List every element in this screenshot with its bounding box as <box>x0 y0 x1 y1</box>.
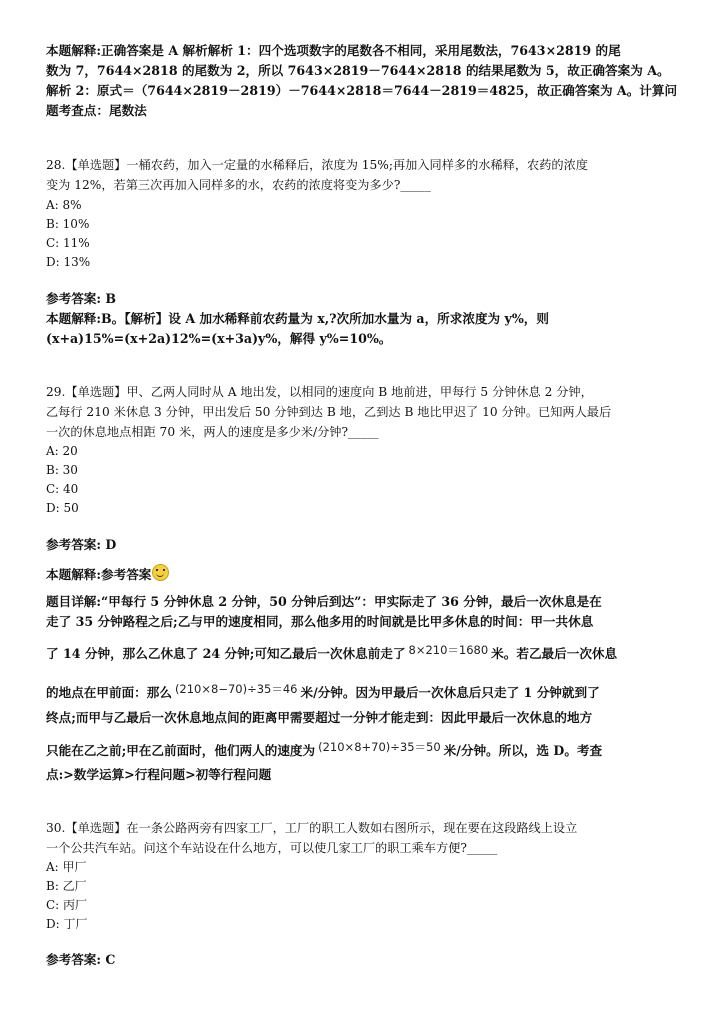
q30-stem-line-2: 一个公共汽车站。问这个车站设在什么地方，可以使几家工厂的职工乘车方便?_____ <box>46 841 498 855</box>
q29-detail-line-5: 终点;而甲与乙最后一次休息地点间的距离甲需要超过一分钟才能走到：因此甲最后一次休息的地方 <box>46 710 593 725</box>
q29-detail-line-3-end: 米。若乙最后一次休息 <box>491 646 618 661</box>
q29-stem-line-1: 29.【单选题】甲、乙两人同时从 A 地出发，以相同的速度向 B 地前进，甲每行 5 分钟休息 2 分钟， <box>46 385 593 399</box>
smiley-face-icon <box>152 564 169 581</box>
q29-detail-line-6-start: 只能在乙之前;甲在乙前面时，他们两人的速度为 <box>46 743 316 758</box>
q29-detail-line-3-start: 了 14 分钟，那么乙休息了 24 分钟;可知乙最后一次休息前走了 <box>46 646 406 661</box>
q29-detail-line-3 <box>46 641 617 663</box>
q29-formula-1: 8×210＝1680 <box>408 643 489 657</box>
q29-option-c: C: 40 <box>46 482 79 496</box>
q28-option-c: C: 11% <box>46 236 90 250</box>
q30-answer: 参考答案: C <box>46 952 116 967</box>
q29-detail-line-4-end: 米/分钟。因为甲最后一次休息后只走了 1 分钟就到了 <box>300 685 600 700</box>
q27-explanation-line-3: 解析 2：原式＝（7644×2819－2819）－7644×2818＝7644－2819＝4825，故正确答案为 A。计算问 <box>46 83 678 98</box>
q29-stem-line-3: 一次的休息地点相距 70 米，两人的速度是多少米/分钟?_____ <box>46 425 379 439</box>
q29-stem-line-2: 乙每行 210 米休息 3 分钟，甲出发后 50 分钟到达 B 地，乙到达 B 地比甲迟了 10 分钟。已知两人最后 <box>46 405 612 419</box>
q29-formula-3: (210×8+70)÷35＝50 <box>318 740 441 754</box>
q27-explanation-line-1: 本题解释:正确答案是 A 解析解析 1：四个选项数字的尾数各不相同，采用尾数法，7643×2819 的尾 <box>46 43 621 58</box>
q29-option-b: B: 30 <box>46 463 78 477</box>
q28-option-d: D: 13% <box>46 255 91 269</box>
q29-explanation-head-text: 本题解释:参考答案 <box>46 567 152 582</box>
q28-explanation-line-2: (x+a)15%=(x+2a)12%=(x+3a)y%，解得 y%=10%。 <box>46 331 392 346</box>
q29-answer: 参考答案: D <box>46 537 117 552</box>
q28-explanation-line-1: 本题解释:B。【解析】设 A 加水稀释前农药量为 x,?次所加水量为 a，所求浓度为 y%，则 <box>46 311 549 326</box>
q27-explanation-line-4: 题考查点：尾数法 <box>46 103 147 118</box>
q28-option-a: A: 8% <box>46 198 82 212</box>
q30-option-d: D: 丁厂 <box>46 917 88 931</box>
q29-detail-line-7: 点:>数学运算>行程问题>初等行程问题 <box>46 767 272 782</box>
q29-detail-line-6-end: 米/分钟。所以，选 D。考查 <box>443 743 603 758</box>
q29-detail-line-6 <box>46 738 602 760</box>
q29-option-d: D: 50 <box>46 501 79 515</box>
q28-stem-line-2: 变为 12%，若第三次再加入同样多的水，农药的浓度将变为多少?_____ <box>46 178 431 192</box>
q28-option-b: B: 10% <box>46 217 90 231</box>
q29-formula-2: (210×8−70)÷35＝46 <box>174 682 298 696</box>
q29-detail-line-4 <box>46 680 600 702</box>
q29-detail-line-2: 走了 35 分钟路程之后;乙与甲的速度相同，那么他多用的时间就是比甲多休息的时间：甲一共休息 <box>46 614 594 629</box>
q30-stem-line-1: 30.【单选题】在一条公路两旁有四家工厂，工厂的职工人数如右图所示，现在要在这段路线上设立 <box>46 821 578 835</box>
q29-detail-line-1: 题目详解:“甲每行 5 分钟休息 2 分钟，50 分钟后到达”：甲实际走了 36 分钟，最后一次休息是在 <box>46 594 602 609</box>
q29-option-a: A: 20 <box>46 444 78 458</box>
q28-answer: 参考答案: B <box>46 291 117 306</box>
q30-option-c: C: 丙厂 <box>46 898 88 912</box>
q29-detail-line-4-start: 的地点在甲前面：那么 <box>46 685 172 700</box>
q30-option-a: A: 甲厂 <box>46 860 87 874</box>
q27-explanation-line-2: 数为 7，7644×2818 的尾数为 2，所以 7643×2819－7644×2818 的结果尾数为 5，故正确答案为 A。 <box>46 63 670 78</box>
q28-stem-line-1: 28.【单选题】一桶农药，加入一定量的水稀释后，浓度为 15%;再加入同样多的水稀释，农药的浓度 <box>46 158 588 172</box>
q29-explanation-head <box>46 564 169 584</box>
q30-option-b: B: 乙厂 <box>46 879 87 893</box>
